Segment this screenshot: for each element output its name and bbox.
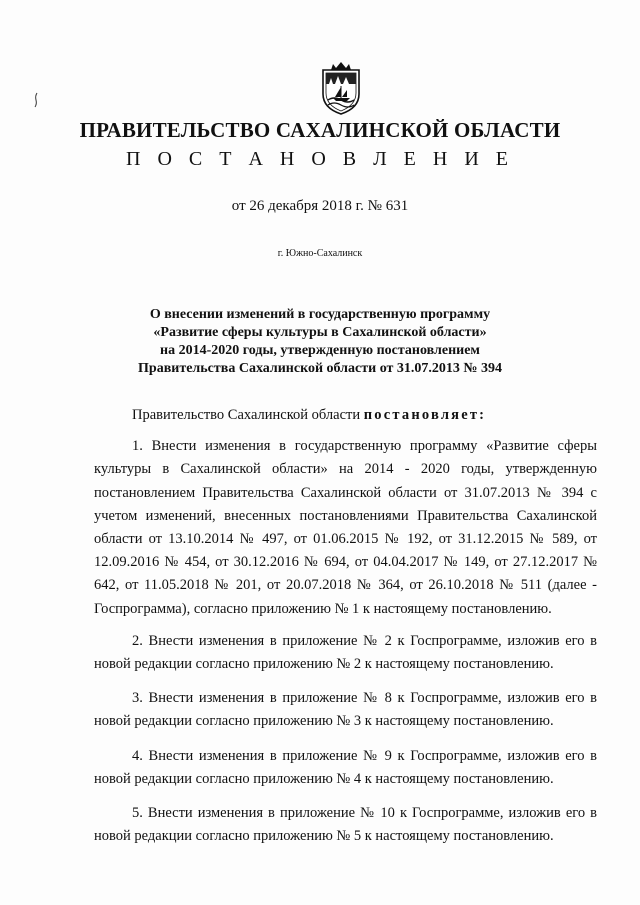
- government-title: ПРАВИТЕЛЬСТВО САХАЛИНСКОЙ ОБЛАСТИ: [79, 118, 561, 142]
- paragraph-3: 3. Внести изменения в приложение № 8 к Госпрограмме, изложив его в новой редакции согласно приложению № 3 к настоящему постановлению.: [94, 690, 597, 730]
- preamble-keyword: постановляет:: [363, 407, 487, 423]
- margin-bracket-mark: [34, 92, 38, 108]
- paragraph-5: 5. Внести изменения в приложение № 10 к Госпрограмме, изложив его в новой редакции согласно приложению № 5 к настоящему постановлению.: [94, 805, 597, 845]
- preamble-lead: Правительство Сахалинской области: [132, 407, 364, 423]
- heading-line: О внесении изменений в государственную программу: [149, 307, 491, 322]
- document-heading: [60, 306, 580, 378]
- document-city: г. Южно-Сахалинск: [277, 248, 363, 259]
- preamble: [94, 404, 597, 427]
- heading-line: на 2014-2020 годы, утвержденную постановлением: [160, 343, 480, 358]
- coat-of-arms-icon: [319, 60, 363, 116]
- document-body: [94, 404, 597, 859]
- heading-line: Правительства Сахалинской области от 31.07.2013 № 394: [138, 361, 502, 376]
- paragraph-2: 2. Внести изменения в приложение № 2 к Госпрограмме, изложив его в новой редакции согласно приложению № 2 к настоящему постановлению.: [94, 632, 597, 673]
- document-type: П О С Т А Н О В Л Е Н И Е: [126, 148, 514, 170]
- paragraph-1: 1. Внести изменения в государственную программу «Развитие сферы культуры в Сахалинской области» на 2014 - 2020 годы, утвержденную постановлением Правительства Сахалинской области от 31.07.2013 № 394 с учетом изменений, внесенных постановлениями Правительства Сахалинской области от 13.10.2014 № 497, от 01.06.2015 № 192, от 31.12.2015 № 589, от 12.09.2016 № 454, от 30.12.2016 № 694, от 04.04.2017 № 149, от 27.12.2017 № 642, от 11.05.2018 № 201, от 20.07.2018 № 364, от 26.10.2018 № 511 (далее - Госпрограмма), согласно приложению № 1 к настоящему постановлению.: [94, 438, 597, 617]
- paragraph-4: 4. Внести изменения в приложение № 9 к Госпрограмме, изложив его в новой редакции согласно приложению № 4 к настоящему постановлению.: [94, 747, 597, 787]
- heading-line: «Развитие сферы культуры в Сахалинской области»: [153, 325, 487, 340]
- document-date-number: от 26 декабря 2018 г. № 631: [231, 198, 409, 214]
